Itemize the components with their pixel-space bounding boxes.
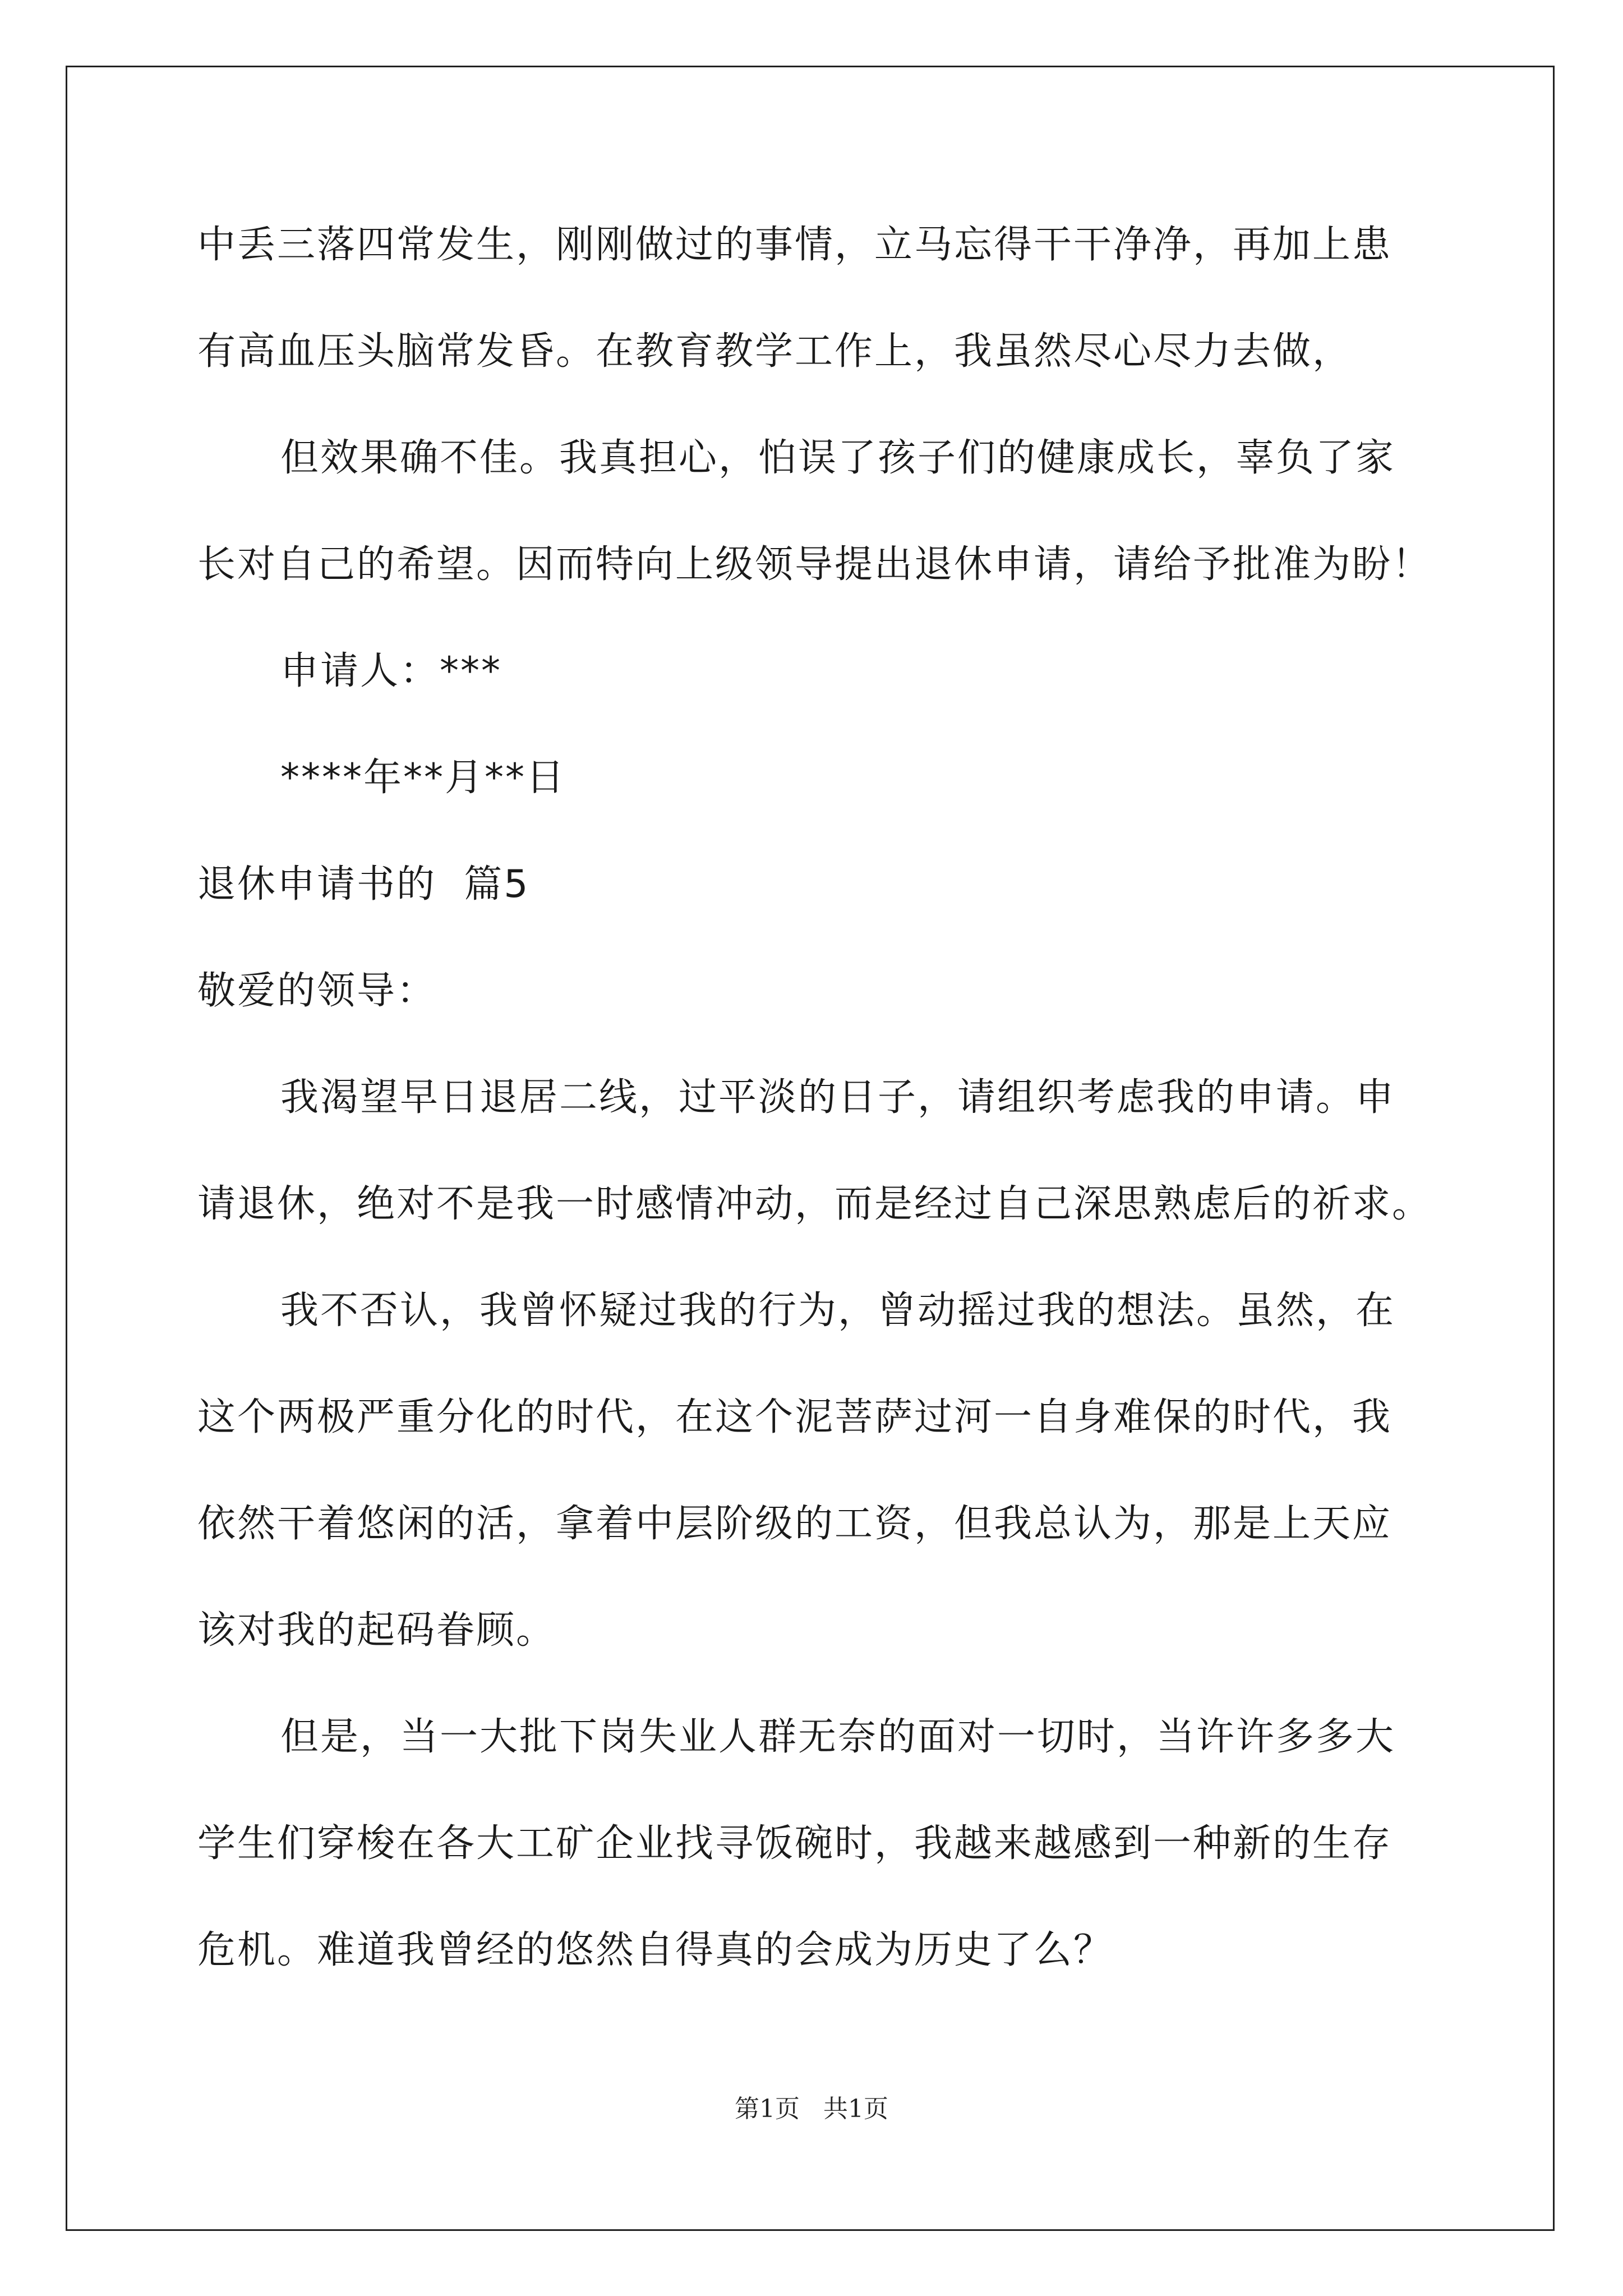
body-line: 危机。难道我曾经的悠然自得真的会成为历史了么？ bbox=[197, 1928, 1114, 1972]
section-heading: 退休申请书的 篇5 bbox=[197, 862, 530, 907]
body-line: 学生们穿梭在各大工矿企业找寻饭碗时，我越来越感到一种新的生存 bbox=[197, 1821, 1393, 1866]
body-line: 我不否认，我曾怀疑过我的行为，曾动摇过我的想法。虽然，在 bbox=[280, 1289, 1396, 1333]
body-line: 有高血压头脑常发昏。在教育教学工作上，我虽然尽心尽力去做， bbox=[197, 329, 1353, 374]
body-line: 但效果确不佳。我真担心，怕误了孩子们的健康成长，辜负了家 bbox=[280, 436, 1396, 480]
applicant-signature-line: 申请人：*** bbox=[280, 649, 502, 693]
body-line: 长对自己的希望。因而特向上级领导提出退休申请，请给予批准为盼！ bbox=[197, 542, 1432, 587]
body-line: 但是，当一大批下岗失业人群无奈的面对一切时，当许许多多大 bbox=[280, 1715, 1396, 1759]
body-line: 这个两极严重分化的时代，在这个泥菩萨过河一自身难保的时代，我 bbox=[197, 1395, 1393, 1439]
body-line: 请退休，绝对不是我一时感情冲动，而是经过自己深思熟虑后的祈求。 bbox=[197, 1182, 1432, 1226]
body-line: 该对我的起码眷顾。 bbox=[197, 1608, 556, 1653]
body-line: 中丢三落四常发生，刚刚做过的事情，立马忘得干干净净，再加上患 bbox=[197, 223, 1393, 267]
salutation: 敬爱的领导： bbox=[197, 969, 437, 1013]
page-number-footer: 第1页 共1页 bbox=[735, 2095, 888, 2123]
page-border bbox=[66, 66, 1555, 2231]
date-line: ****年**月**日 bbox=[280, 756, 566, 800]
body-line: 我渴望早日退居二线，过平淡的日子，请组织考虑我的申请。申 bbox=[280, 1075, 1396, 1120]
body-line: 依然干着悠闲的活，拿着中层阶级的工资，但我总认为，那是上天应 bbox=[197, 1502, 1393, 1546]
